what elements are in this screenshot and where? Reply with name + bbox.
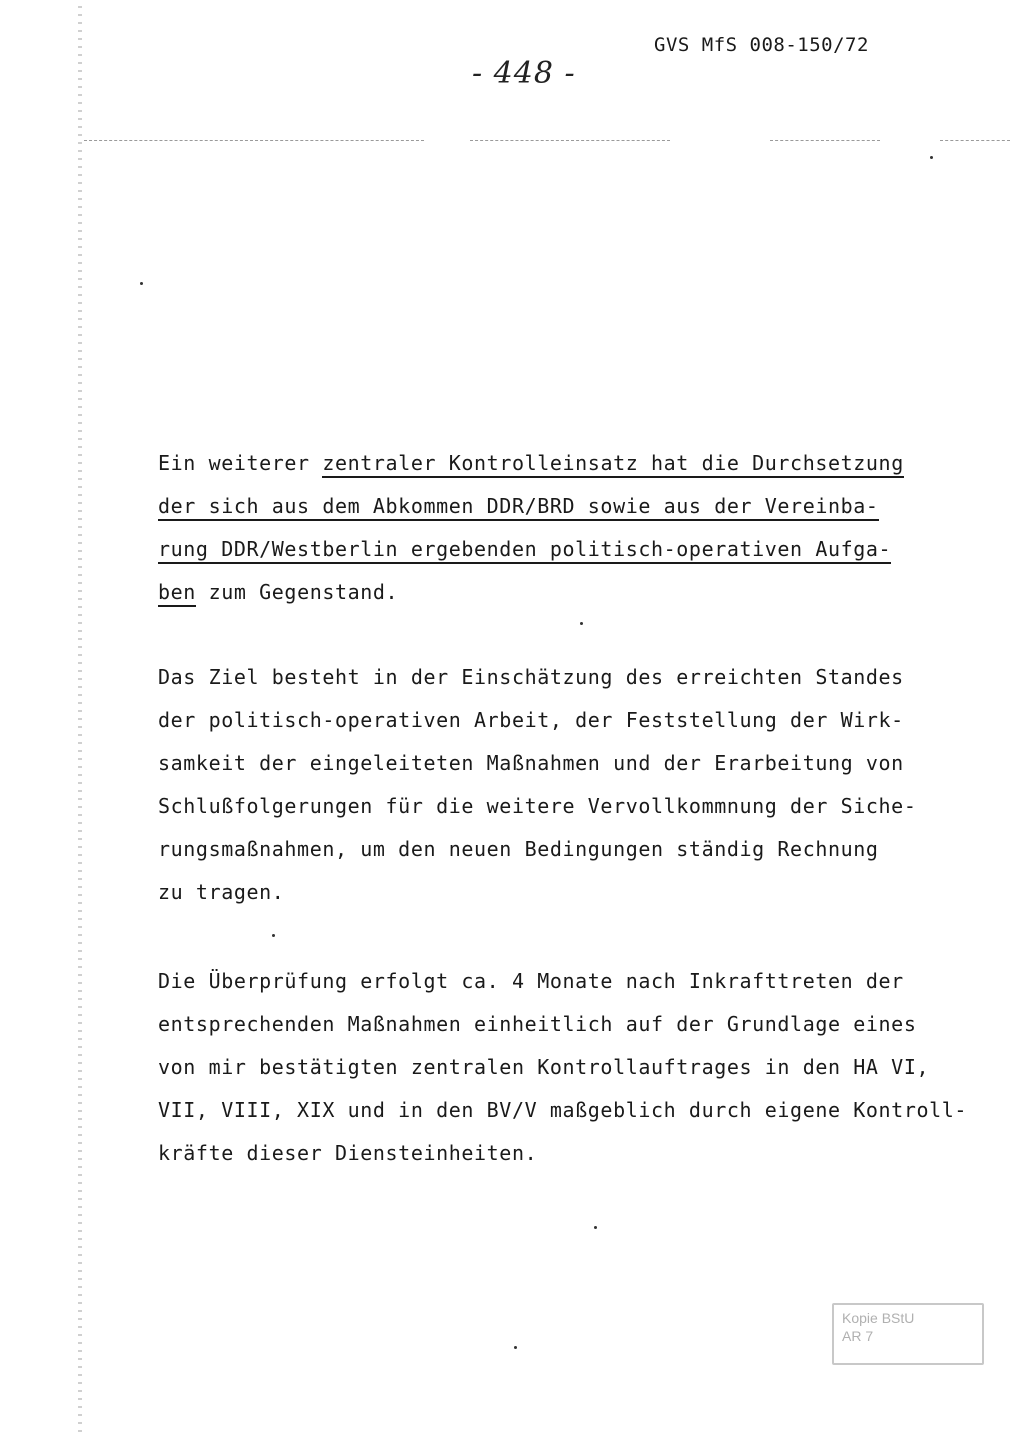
- document-reference: GVS MfS 008-150/72: [654, 34, 869, 56]
- paragraph-3-line-4: VII, VIII, XIX und in den BV/V maßgeblich durch eigene Kontroll-: [158, 1098, 968, 1122]
- paragraph-1-line-4: [158, 571, 958, 614]
- header-divider-far-right: [940, 140, 1010, 142]
- paragraph-3-line-2: entsprechenden Maßnahmen einheitlich auf der Grundlage eines: [158, 1012, 917, 1036]
- scan-edge-artifact: [78, 0, 82, 1432]
- scan-speck: [594, 1226, 597, 1229]
- stamp-line-2: AR 7: [842, 1328, 874, 1344]
- paragraph-1-line-1: [158, 442, 958, 485]
- paragraph-3: [158, 960, 968, 1175]
- paragraph-2-line-3: samkeit der eingeleiteten Maßnahmen und der Erarbeitung von: [158, 751, 904, 775]
- text-segment: zum Gegenstand.: [195, 580, 399, 604]
- underlined-text: rung DDR/Westberlin ergebenden politisch-operativen Aufga-: [158, 537, 891, 564]
- scan-speck: [580, 622, 583, 625]
- paragraph-1-line-3: [158, 528, 958, 571]
- header-divider-right: [770, 140, 880, 142]
- scan-speck: [514, 1346, 517, 1349]
- underlined-text: der sich aus dem Abkommen DDR/BRD sowie aus der Vereinba-: [158, 494, 879, 521]
- paragraph-3-line-1: Die Überprüfung erfolgt ca. 4 Monate nach Inkrafttreten der: [158, 969, 904, 993]
- paragraph-2-line-2: der politisch-operativen Arbeit, der Feststellung der Wirk-: [158, 708, 904, 732]
- underlined-text: zentraler Kontrolleinsatz hat die Durchsetzung: [322, 451, 904, 478]
- paragraph-3-line-3: von mir bestätigten zentralen Kontrollauftrages in den HA VI,: [158, 1055, 930, 1079]
- paragraph-2-line-5: rungsmaßnahmen, um den neuen Bedingungen ständig Rechnung: [158, 837, 879, 861]
- archive-copy-stamp: [832, 1303, 984, 1365]
- page-number: - 448 -: [472, 56, 576, 91]
- paragraph-1-line-2: [158, 485, 958, 528]
- text-segment: Ein weiterer: [158, 451, 323, 475]
- underlined-text: ben: [158, 580, 196, 607]
- paragraph-1: [158, 442, 958, 614]
- stamp-line-1: Kopie BStU: [842, 1310, 915, 1326]
- paragraph-3-line-5: kräfte dieser Diensteinheiten.: [158, 1141, 538, 1165]
- scan-speck: [140, 282, 143, 285]
- paragraph-2: [158, 656, 958, 914]
- header-divider-middle: [470, 140, 670, 142]
- scan-speck: [272, 934, 275, 937]
- paragraph-2-line-6: zu tragen.: [158, 880, 285, 904]
- paragraph-2-line-1: Das Ziel besteht in der Einschätzung des erreichten Standes: [158, 665, 904, 689]
- header-divider-left: [84, 140, 424, 142]
- paragraph-2-line-4: Schlußfolgerungen für die weitere Vervollkommnung der Siche-: [158, 794, 917, 818]
- scan-speck: [930, 156, 933, 159]
